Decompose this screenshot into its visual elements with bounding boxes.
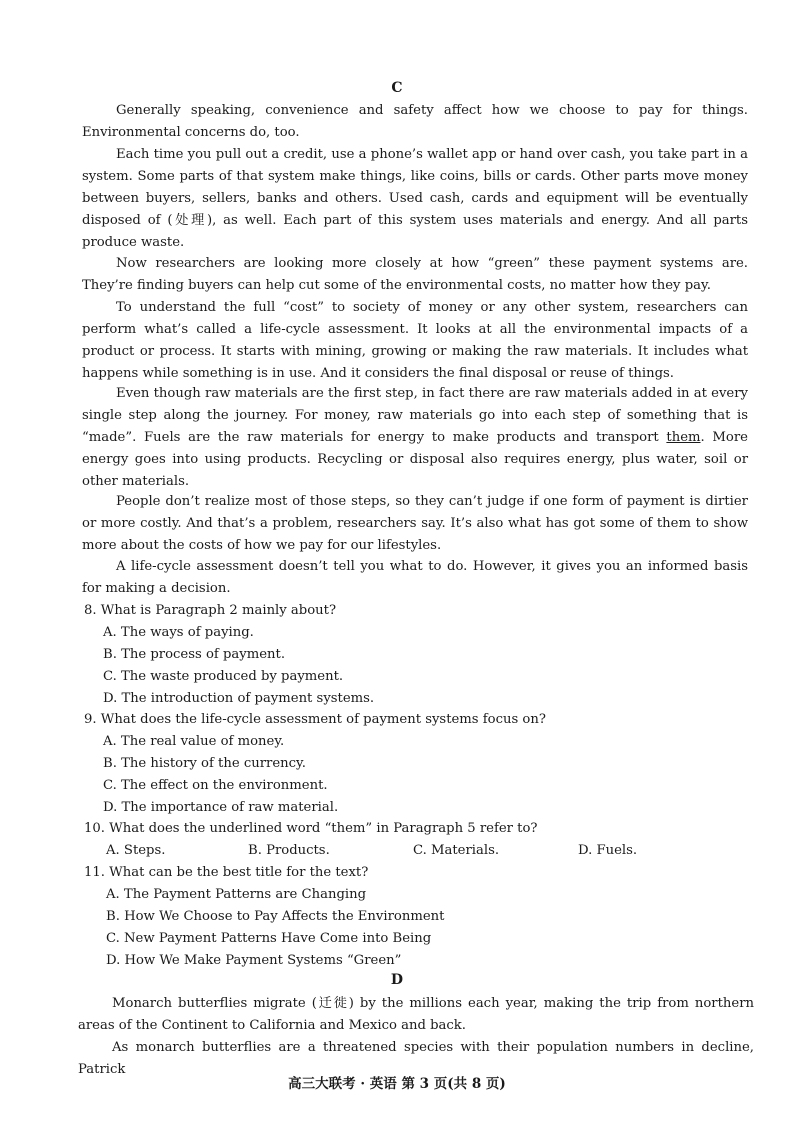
passage-c-paragraph-4: To understand the full “cost” to society of money or any other system, researchers can perform what’s called a life-cycle assessment. It looks at all the environmental impacts of a product or process. It starts with mining, growing or making the raw materials. It includes what happens while something is in use. And it considers the final disposal or reuse of things. [82,300,748,381]
question-10-option-b[interactable]: B. Products. [248,843,330,858]
passage-c-paragraph-2: Each time you pull out a credit, use a phone’s wallet app or hand over cash, you take part in a system. Some parts of that system make things, like coins, bills or cards. Other parts move money between buyers, sellers, banks and others. Used cash, cards and equipment will be eventually disposed of (处理), as well. Each part of this system uses materials and energy. And all parts produce waste. [82,147,748,250]
passage-c-paragraph-3: Now researchers are looking more closely at how “green” these payment systems are. They’re finding buyers can help cut some of the environmental costs, no matter how they pay. [82,256,748,293]
section-c-title: C [391,80,403,96]
underlined-word-them: them [666,429,701,445]
paragraph-5-text-end: . More energy goes into using products. Recycling or disposal also requires energy, plus water, soil or other materials. [82,429,748,489]
question-9-option-d[interactable]: D. The importance of raw material. [103,800,339,815]
question-8-option-d[interactable]: D. The introduction of payment systems. [103,691,375,706]
question-8-option-b[interactable]: B. The process of payment. [103,647,286,662]
question-11-option-a[interactable]: A. The Payment Patterns are Changing [106,887,367,902]
passage-c-paragraph-7: A life-cycle assessment doesn’t tell you what to do. However, it gives you an informed basis for making a decision. [82,559,748,596]
passage-c-paragraph-6: People don’t realize most of those steps, so they can’t judge if one form of payment is dirtier or more costly. And that’s a problem, researchers say. It’s also what has got some of them to show more about the costs of how we pay for our lifestyles. [82,494,748,553]
question-9-option-a[interactable]: A. The real value of money. [103,734,285,749]
question-11-option-c[interactable]: C. New Payment Patterns Have Come into Being [106,931,432,946]
passage-c-paragraph-1: Generally speaking, convenience and safety affect how we choose to pay for things. Environmental concerns do, too. [82,103,748,140]
section-d-title: D [390,972,404,988]
passage-d-paragraph-2: As monarch butterflies are a threatened species with their population numbers in decline, Patrick [78,1040,754,1077]
passage-d-paragraph-1: Monarch butterflies migrate (迁徙) by the millions each year, making the trip from northern areas of the Continent to California and Mexico and back. [78,996,754,1033]
question-8-stem: 8. What is Paragraph 2 mainly about? [84,603,337,618]
question-10-stem: 10. What does the underlined word “them” in Paragraph 5 refer to? [84,821,538,836]
question-11-stem: 11. What can be the best title for the text? [84,865,369,880]
question-10-option-a[interactable]: A. Steps. [106,843,166,858]
paragraph-5-text-start: Even though raw materials are the first step, in fact there are raw materials added in at every single step along the journey. For money, raw materials go into each step of something that is “made”. Fuels are the raw materials for energy to make products and transport [82,386,748,445]
question-9-option-b[interactable]: B. The history of the currency. [103,756,306,771]
question-10-option-c[interactable]: C. Materials. [413,843,500,858]
question-9-stem: 9. What does the life-cycle assessment of payment systems focus on? [84,712,546,727]
page-footer: 高三大联考 · 英语 第 3 页(共 8 页) [288,1076,506,1092]
question-8-option-c[interactable]: C. The waste produced by payment. [103,669,344,684]
question-11-option-b[interactable]: B. How We Choose to Pay Affects the Environment [106,909,445,924]
passage-c-paragraph-5 [82,383,748,493]
question-8-option-a[interactable]: A. The ways of paying. [103,625,254,640]
question-9-option-c[interactable]: C. The effect on the environment. [103,778,328,793]
question-11-option-d[interactable]: D. How We Make Payment Systems “Green” [106,953,402,968]
question-10-option-d[interactable]: D. Fuels. [578,843,638,858]
